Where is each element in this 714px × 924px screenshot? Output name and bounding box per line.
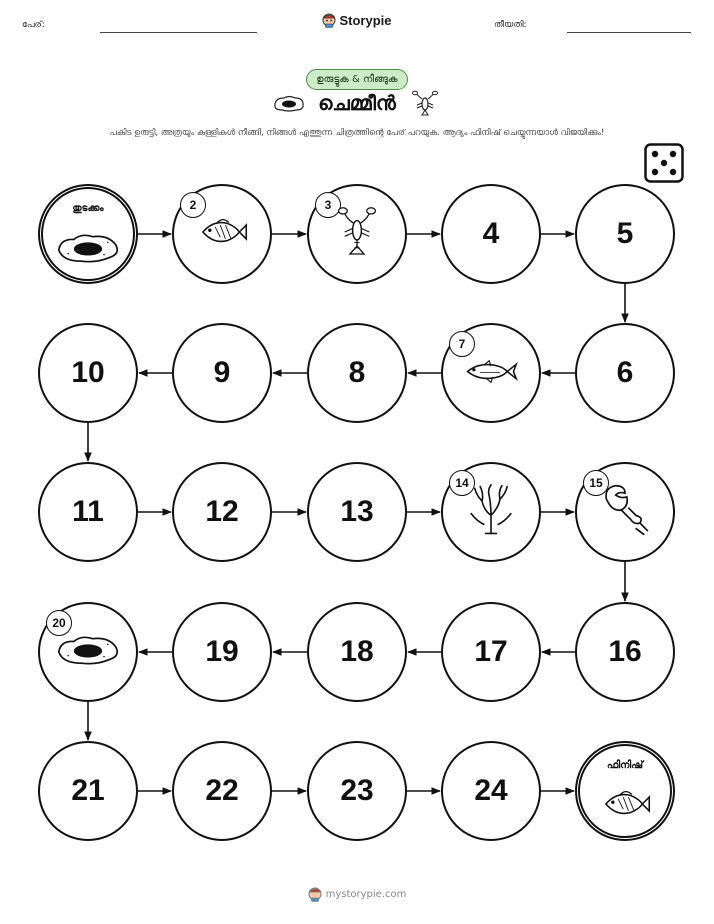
space-number-badge: 20 xyxy=(46,610,72,636)
date-label: തീയതി: xyxy=(494,20,527,30)
fish-icon xyxy=(599,786,651,826)
finish-space[interactable] xyxy=(575,741,675,841)
board-space-8[interactable] xyxy=(307,323,407,423)
mud-hole-icon xyxy=(55,229,121,271)
board-space-3[interactable] xyxy=(307,184,407,284)
space-number: 13 xyxy=(340,495,374,528)
board-space-22[interactable] xyxy=(172,741,272,841)
board-space-15[interactable] xyxy=(575,462,675,562)
claw-icon xyxy=(597,482,653,542)
board-space-24[interactable] xyxy=(441,741,541,841)
space-number: 8 xyxy=(348,356,366,389)
page-title: ചെമ്മീൻ xyxy=(318,91,396,115)
footer xyxy=(0,886,714,905)
board-space-10[interactable] xyxy=(38,323,138,423)
space-number: 16 xyxy=(608,635,642,668)
mud-hole-icon xyxy=(55,631,121,673)
space-number: 24 xyxy=(474,774,508,807)
space-number: 17 xyxy=(474,635,508,668)
instructions: പകിട ഉരുട്ടി, അത്രയും കള്ളികൾ നീങ്ങി, നിങ്ങൾ എത്തുന്ന ചിത്രത്തിന്റെ പേര് പറയുക. ആദ്യം ഫിനിഷ് ചെയ്യുന്നയാൾ വിജയിക്കും! xyxy=(109,128,605,138)
space-number: 23 xyxy=(340,774,374,807)
brand-name: Storypie xyxy=(339,12,392,28)
footer-url[interactable]: mystorypie.com xyxy=(325,888,407,900)
game-type-tag: ഉരുട്ടുക & നീങ്ങുക xyxy=(306,69,407,90)
board-space-9[interactable] xyxy=(172,323,272,423)
start-space[interactable] xyxy=(38,184,138,284)
brand xyxy=(0,12,714,32)
dice-five-icon xyxy=(644,143,684,183)
board-space-7[interactable] xyxy=(441,323,541,423)
space-number: 19 xyxy=(205,635,239,668)
tuna-icon xyxy=(464,358,518,389)
space-number-badge: 3 xyxy=(315,192,341,218)
mud-hole-icon xyxy=(272,90,306,116)
name-line[interactable] xyxy=(100,32,257,33)
start-label: തുടക്കം xyxy=(72,203,104,214)
space-number: 11 xyxy=(72,495,104,528)
board-space-13[interactable] xyxy=(307,462,407,562)
board-space-4[interactable] xyxy=(441,184,541,284)
board-space-19[interactable] xyxy=(172,602,272,702)
coral-icon xyxy=(464,483,518,541)
lobster-icon xyxy=(408,90,442,116)
fish-icon xyxy=(196,214,248,254)
finish-label: ഫിനിഷ് xyxy=(606,760,644,771)
space-number: 21 xyxy=(71,774,105,807)
space-number-badge: 7 xyxy=(449,331,475,357)
title-row xyxy=(0,90,714,116)
board-space-20[interactable] xyxy=(38,602,138,702)
space-number: 4 xyxy=(482,217,500,250)
space-number: 5 xyxy=(616,217,634,250)
lobster-icon xyxy=(335,205,379,263)
space-number: 22 xyxy=(205,774,239,807)
board-space-23[interactable] xyxy=(307,741,407,841)
board-space-12[interactable] xyxy=(172,462,272,562)
board-space-18[interactable] xyxy=(307,602,407,702)
storypie-logo-icon xyxy=(322,12,336,28)
storypie-logo-icon xyxy=(308,886,322,902)
board-space-6[interactable] xyxy=(575,323,675,423)
board-space-17[interactable] xyxy=(441,602,541,702)
space-number: 9 xyxy=(213,356,231,389)
board-space-16[interactable] xyxy=(575,602,675,702)
space-number: 12 xyxy=(205,495,239,528)
board-space-5[interactable] xyxy=(575,184,675,284)
date-line[interactable] xyxy=(567,32,691,33)
board-space-21[interactable] xyxy=(38,741,138,841)
space-number: 18 xyxy=(340,635,374,668)
board-space-2[interactable] xyxy=(172,184,272,284)
space-number-badge: 14 xyxy=(449,470,475,496)
space-number: 10 xyxy=(71,356,105,389)
space-number-badge: 2 xyxy=(180,192,206,218)
board-space-11[interactable] xyxy=(38,462,138,562)
board-space-14[interactable] xyxy=(441,462,541,562)
space-number-badge: 15 xyxy=(583,470,609,496)
space-number: 6 xyxy=(616,356,634,389)
name-label: പേര്: xyxy=(22,20,45,30)
